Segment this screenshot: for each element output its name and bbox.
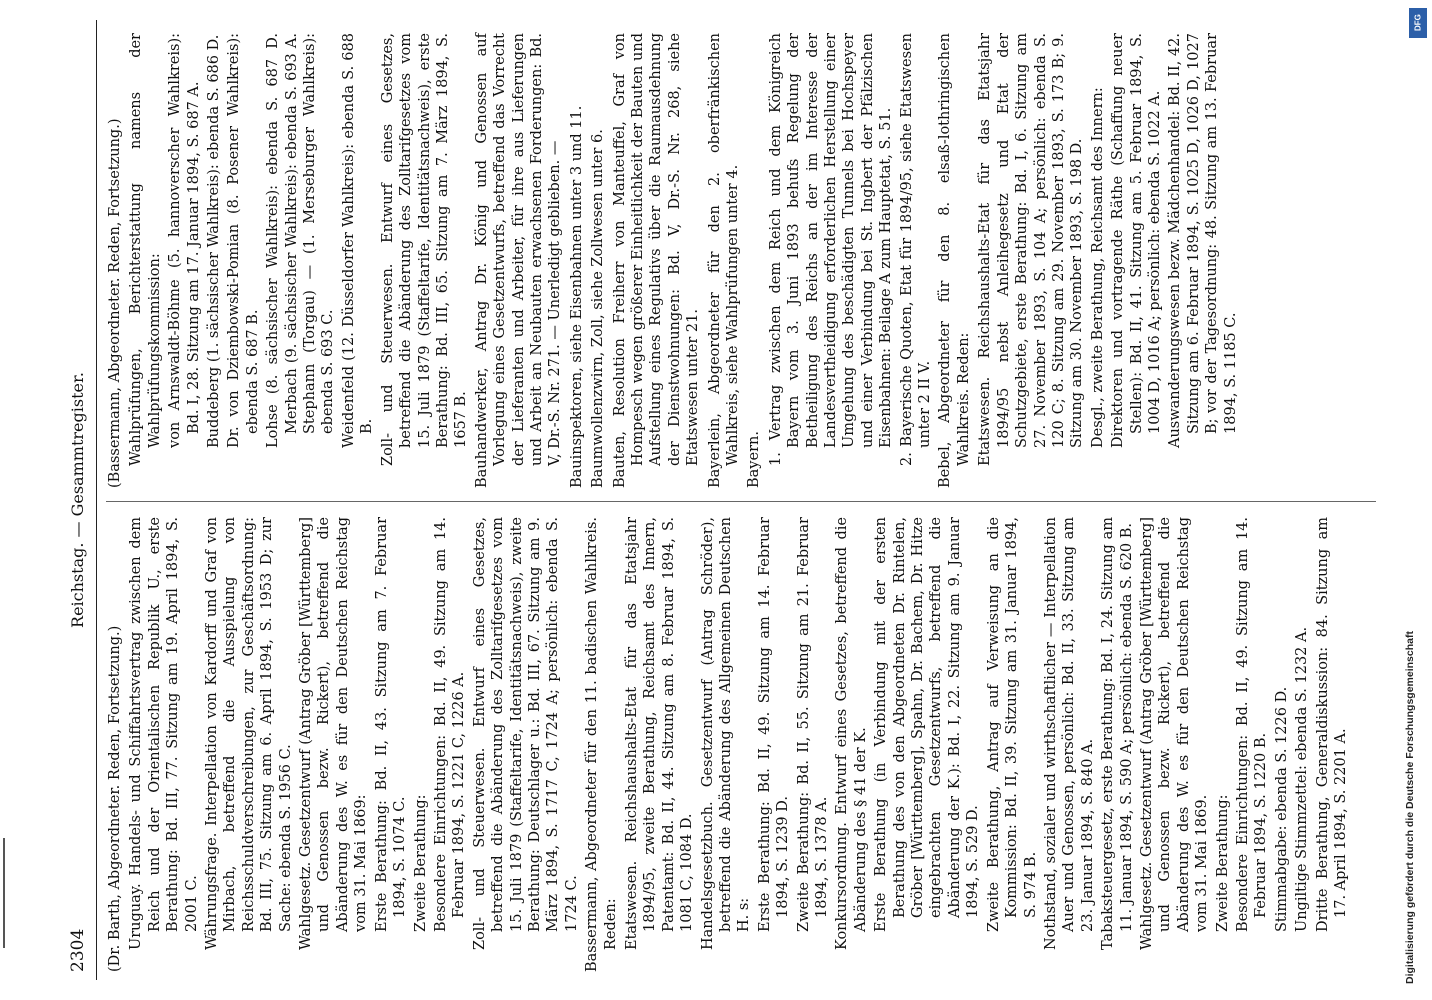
- dfg-logo: DFG: [1409, 8, 1427, 38]
- left-column: [106, 517, 1352, 972]
- index-subentry: 1. Vertrag zwischen dem Reich und dem Königreich Bayern vom 3. Juni 1893 behufs Regelung der Betheiligung des Reichs an der im Interesse der Landesvertheidigung erforderlichen Herstellung einer Umgehung des beschädigten Tunnels bei Hochspeyer und einer Verbindung bei St. Ingbert der Pfälzischen Eisenbahnen: Beilage A zum Hauptetat, S. 51.: [767, 33, 895, 466]
- scan-edge-mark: [3, 838, 5, 948]
- index-subentry: Zoll- und Steuerwesen. Entwurf eines Gesetzes, betreffend die Abänderung des Zolltarifgesetzes vom 15. Juli 1879 (Staffeltarife, Identitätsnachweis), erste Berathung: Bd. III, 65. Sitzung am 7. März 1894, S. 1657 B.: [379, 33, 470, 466]
- index-subentry: Buddeberg (1. sächsischer Wahlkreis): ebenda S. 686 D.: [206, 34, 223, 448]
- index-subentry: Erste Berathung (in Verbindung mit der ersten Berathung des von den Abgeordneten Dr. Rintelen, Gröber [Württemberg], Spahn, Dr. Bachem, Dr. Hitze eingebrachten Gesetzentwurfs, betreffend die Abänderung der K.): Bd. I, 22. Sitzung am 9. Januar 1894, S. 529 D.: [873, 517, 982, 932]
- index-subentry: Uruguay. Handels- und Schiffahrtsvertrag zwischen dem Reich und der Orientalischen Republik U., erste Berathung: Bd. III, 77. Sitzung am 19. April 1894, S. 2001 C.: [128, 517, 200, 950]
- index-subentry: Zweite Berathung:: [1214, 794, 1231, 932]
- index-subentry: Zweite Berathung:: [412, 794, 429, 932]
- index-entry: Baumwollenzwirn, Zoll, siehe Zollwesen unter 6.: [590, 129, 607, 488]
- index-subentry: Stimmabgabe: ebenda S. 1226 D.: [1273, 686, 1290, 932]
- index-subentry: Währungsfrage. Interpellation von Kardorff und Graf von Mirbach, betreffend die Ausspielung von Reichsschuldverschreibungen, zur Geschäftsordnung: Bd. III, 75. Sitzung am 6. April 1894, S. 1953 D; zur Sache: ebenda S. 1956 C.: [204, 517, 294, 950]
- index-entry: Bassermann, Abgeordneter für den 11. badischen Wahlkreis. Reden:: [584, 517, 619, 972]
- right-column: [106, 33, 1242, 488]
- column-divider: [106, 501, 1376, 502]
- index-subentry: Wahlgesetz. Gesetzentwurf (Antrag Gröber [Württemberg] und Genossen bezw. Rickert), betreffend die Abänderung des W. es für den Deutschen Reichstag vom 31. Mai 1869.: [1138, 517, 1211, 950]
- page-number: 2304: [68, 928, 88, 972]
- index-entry: Bauten, Resolution Freiherr von Manteuffel, Graf von Hompesch wegen größerer Einheitlichkeit der Bauten und Aufstellung eines Regulativs über die Raumausdehnung der Dienstwohnungen: Bd. V, Dr.-S. Nr. 268, siehe Etatswesen unter 21.: [611, 33, 702, 488]
- index-subentry: Handelsgesetzbuch. Gesetzentwurf (Antrag Schröder), betreffend die Abänderung des Allgemeinen Deutschen H. s:: [699, 517, 753, 950]
- index-subentry: Erste Berathung: Bd. II, 49. Sitzung am 14. Februar 1894, S. 1239 D.: [756, 517, 792, 932]
- index-subentry: Besondere Einrichtungen: Bd. II, 49. Sitzung am 14. Februar 1894, S. 1220 B.: [1234, 517, 1270, 932]
- index-subentry: Konkursordnung. Entwurf eines Gesetzes, betreffend die Abänderung des § 41 der K.: [834, 517, 869, 950]
- index-subentry: von Arnswaldt-Böhme (5. hannoverscher Wahlkreis): Bd. I, 28. Sitzung am 17. Januar 1894, S. 687 A.: [167, 33, 202, 448]
- index-entry: Bauhandwerker, Antrag Dr. König und Genossen auf Vorlegung eines Gesetzentwurfs, betreffend das Vorrecht der Lieferanten und Arbeiter, für ihre aus Lieferungen und Arbeit an Neubauten erwachsenen Forderungen: Bd. V, Dr.-S. Nr. 271. — Unerledigt geblieben. —: [473, 33, 564, 488]
- index-entry: (Bassermann, Abgeordneter. Reden, Fortsetzung.): [107, 118, 123, 488]
- index-subentry: Weidenfeld (12. Düsseldorfer Wahlkreis): ebenda S. 688 B.: [340, 33, 376, 448]
- index-entry: Bauinspektoren, siehe Eisenbahnen unter 3 und 11.: [568, 105, 585, 488]
- index-entry: Bayern.: [746, 431, 763, 488]
- page-header: [62, 20, 97, 980]
- index-subentry: Ungiltige Stimmzettel: ebenda S. 1232 A.: [1294, 626, 1311, 932]
- index-subentry: Dritte Berathung, Generaldiskussion: 84. Sitzung am 17. April 1894, S. 2201 A.: [1314, 517, 1349, 932]
- index-subentry: Etatswesen. Reichshaushalts-Etat für das Etatsjahr 1894/95, zweite Berathung, Reichsamt des Innern, Patentamt: Bd. II, 44. Sitzung am 8. Februar 1894, S. 1081 C, 1084 D.: [623, 517, 696, 950]
- running-head: Reichstag. — Gesammtregister.: [68, 372, 87, 628]
- index-subentry: Wahlgesetz. Gesetzentwurf (Antrag Gröber [Württemberg] und Genossen bezw. Rickert), betreffend die Abänderung des W. es für den Deutschen Reichstag vom 31. Mai 1869:: [298, 517, 370, 950]
- index-entry: Bebel, Abgeordneter für den 8. elsaß-lothringischen Wahlkreis. Reden:: [937, 33, 972, 488]
- index-subentry: Erste Berathung: Bd. II, 43. Sitzung am 7. Februar 1894, S. 1074 C.: [373, 517, 409, 932]
- index-subentry: Auswanderungswesen bezw. Mädchenhandel: Bd. II, 42. Sitzung am 6. Februar 1894, S. 1025 D, 1026 D, 1027 B; vor der Tagesordnung: 48. Sitzung am 13. Februar 1894, S. 1185 C.: [1167, 33, 1239, 448]
- index-subentry: Zweite Berathung: Bd. II, 55. Sitzung am 21. Februar 1894, S. 1378 A.: [795, 517, 831, 932]
- index-entry: Bayerlein, Abgeordneter für den 2. oberfränkischen Wahlkreis, siehe Wahlprüfungen unter 4.: [706, 33, 741, 488]
- index-subentry: Etatswesen. Reichshaushalts-Etat für das Etatsjahr 1894/95 nebst Anleihegesetz und Etat der Schutzgebiete, erste Berathung: Bd. I, 6. Sitzung am 27. November 1893, S. 104 A; persönlich: ebenda S. 120 C; 8. Sitzung am 29. November 1893, S. 173 B; 9. Sitzung am 30. November 1893, S. 198 D.: [977, 33, 1086, 466]
- index-subentry: Lohse (8. sächsischer Wahlkreis): ebenda S. 687 D. Merbach (9. sächsischer Wahlkreis): ebenda S. 693 A. Stephann (Torgau) — (1. Merseburger Wahlkreis): ebenda S. 693 C.: [265, 33, 337, 448]
- index-subentry: 2. Bayerische Quoten, Etat für 1894/95, siehe Etatswesen unter 2 II V.: [898, 33, 934, 466]
- index-subentry: Nothstand, sozialer und wirthschaftlicher — Interpellation Auer und Genossen, persönlich: Bd. II, 33. Sitzung am 23. Januar 1894, S. 840 A.: [1042, 517, 1096, 950]
- index-entry: (Dr. Barth, Abgeordneter. Reden, Fortsetzung.): [107, 625, 123, 972]
- index-subentry: Zoll- und Steuerwesen. Entwurf eines Gesetzes, betreffend die Abänderung des Zolltarifgesetzes vom 15. Juli 1879 (Staffeltarife, Identitätsnachweis), zweite Berathung: Deutschlager u.: Bd. III, 67. Sitzung am 9. März 1894, S. 1717 C, 1724 A; persönlich: ebenda S. 1724 C.: [471, 517, 580, 950]
- digitization-note: Digitalisierung gefördert durch die Deutsche Forschungsgemeinschaft: [1404, 631, 1416, 984]
- index-subentry: Tabaksteuergesetz, erste Berathung: Bd. I, 24. Sitzung am 11. Januar 1894, S. 590 A; persönlich: ebenda S. 620 B.: [1100, 517, 1135, 950]
- index-subentry: Wahlprüfungen, Berichterstattung namens der Wahlprüfungskommission:: [128, 33, 163, 466]
- index-subentry: Zweite Berathung, Antrag auf Verweisung an die Kommission: Bd. II, 39. Sitzung am 31. Januar 1894, S. 974 B.: [985, 517, 1039, 932]
- index-subentry: Direktoren und vortragende Räthe (Schaffung neuer Stellen): Bd. II, 41. Sitzung am 5. Februar 1894, S. 1004 D, 1016 A; persönlich: ebenda S. 1022 A.: [1110, 33, 1163, 448]
- index-subentry: Dr. von Dziembowski-Pomian (8. Posener Wahlkreis): ebenda S. 687 B.: [226, 33, 261, 448]
- index-subentry: Desgl., zweite Berathung, Reichsamt des Innern:: [1089, 87, 1106, 448]
- index-subentry: Besondere Einrichtungen: Bd. II, 49. Sitzung am 14. Februar 1894, S. 1221 C, 1226 A.: [432, 517, 468, 932]
- rotated-page: [62, 20, 1392, 980]
